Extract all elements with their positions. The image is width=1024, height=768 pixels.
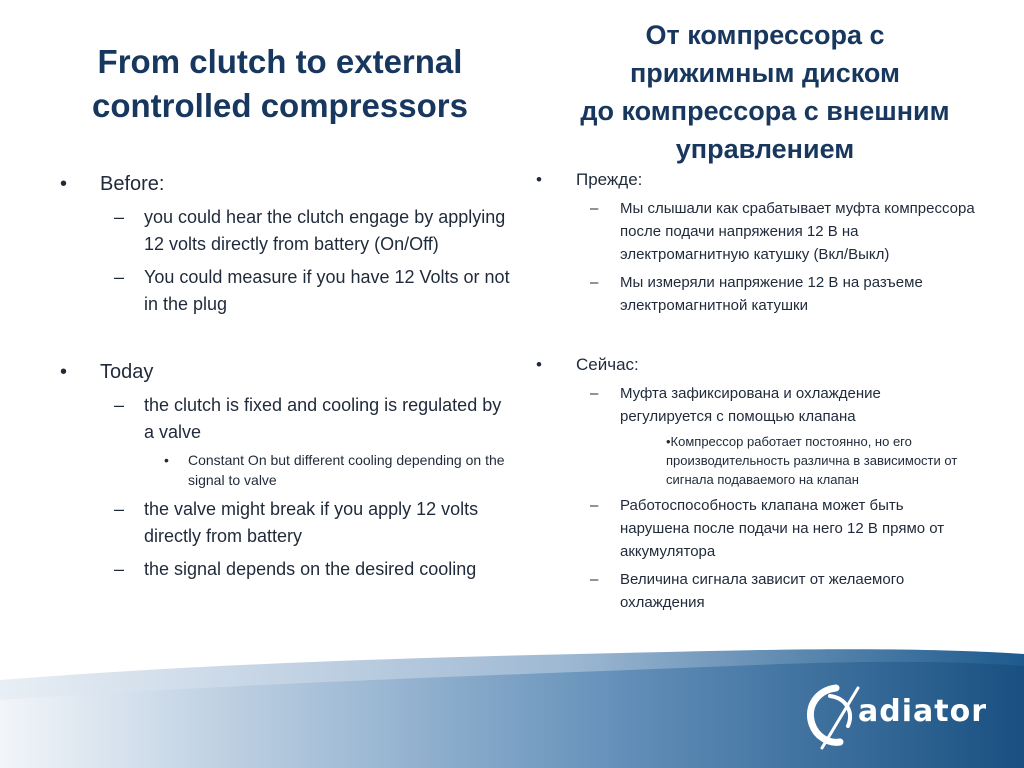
bullet-label: Сейчас: [576, 355, 639, 374]
dash-icon: – [114, 267, 125, 287]
english-column [56, 170, 511, 583]
spacer [56, 318, 511, 358]
bullet-today-ru [532, 353, 977, 614]
bullet-icon: • [60, 173, 68, 195]
russian-column [532, 168, 977, 614]
title-english: From clutch to external controlled compressors [92, 43, 468, 124]
sub-bullet-text: Мы слышали как срабатывает муфта компрессора после подачи напряжения 12 В на электромагнитную катушку (Вкл/Выкл) [620, 200, 975, 263]
sub-bullet [576, 568, 977, 614]
dash-icon: – [114, 207, 125, 227]
sub-bullet [576, 271, 977, 317]
sub-bullet-text: Муфта зафиксирована и охлаждение регулируется с помощью клапана [620, 385, 881, 425]
bullet-icon: • [536, 355, 542, 374]
sub-bullet-text: the clutch is fixed and cooling is regulated by a valve [144, 395, 502, 442]
dash-icon: – [590, 274, 599, 291]
bullet-before [56, 170, 511, 318]
dash-icon: – [590, 200, 599, 217]
spacer [532, 317, 977, 353]
title-russian-line: прижимным диском [630, 58, 900, 88]
title-russian [540, 16, 990, 168]
bullet-icon: • [164, 452, 169, 468]
sub-bullet [100, 392, 511, 490]
sub-bullet-text: the valve might break if you apply 12 volts directly from battery [144, 499, 479, 546]
dash-icon: – [590, 571, 599, 588]
bullet-icon: • [536, 170, 542, 189]
dash-icon: – [114, 559, 125, 579]
sub-bullet-text: you could hear the clutch engage by applying 12 volts directly from battery (On/Off) [144, 207, 506, 254]
dash-icon: – [114, 395, 125, 415]
sub-bullet-text: Величина сигнала зависит от желаемого охлаждения [620, 571, 905, 611]
bullet-icon: • [60, 361, 68, 383]
bullet-label: Today [100, 361, 154, 383]
sub-bullet-text: Работоспособность клапана может быть нарушена после подачи на него 12 В прямо от аккумулятора [620, 497, 945, 560]
sub-bullet [576, 382, 977, 489]
sub-sub-bullet [144, 450, 511, 490]
bullet-label: Before: [100, 173, 165, 195]
title-russian-line: до компрессора с внешним [580, 96, 950, 126]
logo-text: adiator [858, 694, 987, 729]
title-russian-line: управлением [675, 134, 855, 164]
dash-icon: – [114, 499, 125, 519]
sub-bullet-text: You could measure if you have 12 Volts or not in the plug [144, 267, 510, 314]
sub-bullet [576, 494, 977, 563]
title-russian-line: От компрессора с [645, 20, 885, 50]
sub-bullet [100, 204, 511, 258]
sub-sub-bullet-text: Constant On but different cooling depending on the signal to valve [188, 452, 505, 488]
dash-icon: – [590, 385, 599, 402]
dash-icon: – [590, 497, 599, 514]
sub-bullet-text: the signal depends on the desired cooling [144, 559, 477, 579]
sub-bullet-text: Мы измеряли напряжение 12 В на разъеме электромагнитной катушки [620, 274, 923, 314]
sub-bullet [100, 556, 511, 583]
sub-bullet [100, 264, 511, 318]
bullet-label: Прежде: [576, 170, 643, 189]
bullet-today [56, 358, 511, 583]
bullet-before-ru [532, 168, 977, 317]
sub-bullet [576, 197, 977, 266]
sub-bullet [100, 496, 511, 550]
sub-sub-bullet: •Компрессор работает постоянно, но его производительность различна в зависимости от сигнала подаваемого на клапан [666, 434, 958, 487]
